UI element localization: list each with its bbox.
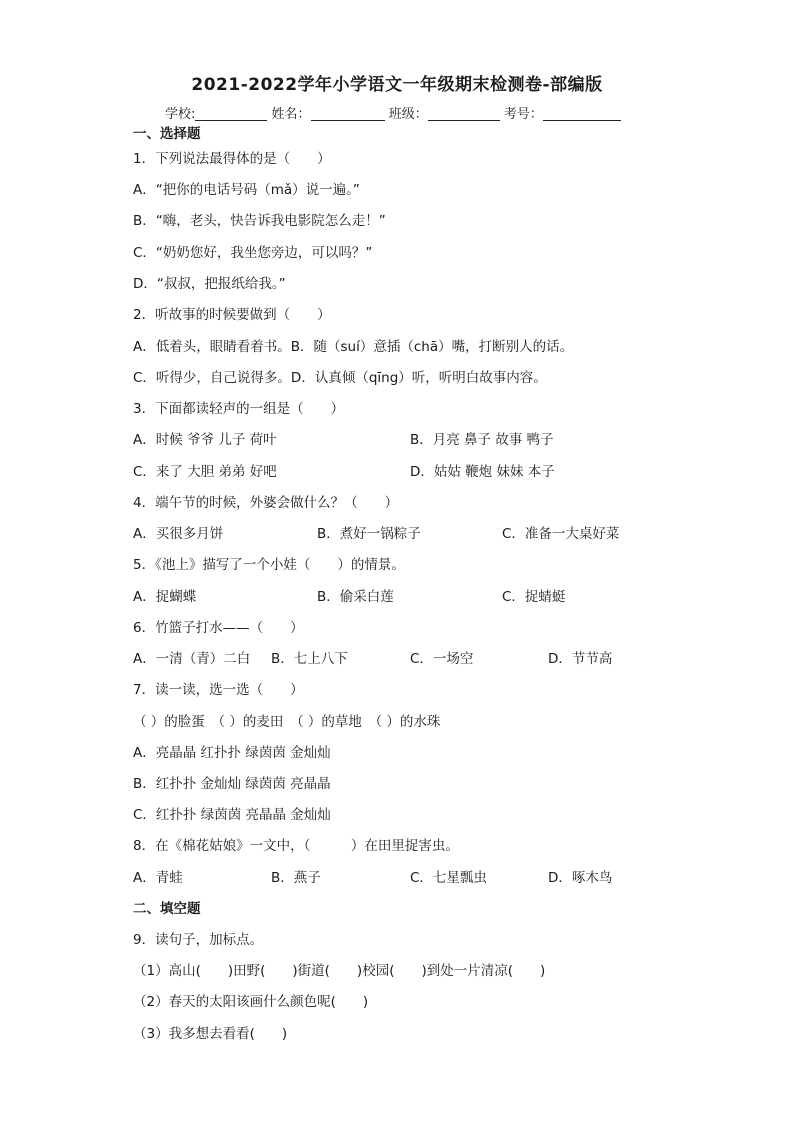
section-heading: 二、填空题: [133, 901, 201, 917]
option-cd: C．听得少，自己说得多。D．认真倾（qīng）听，听明白故事内容。: [133, 370, 547, 386]
option-a: A．买很多月饼: [133, 526, 224, 542]
question-stem: 9．读句子，加标点。: [133, 932, 264, 948]
option-b: B．七上八下: [271, 651, 348, 667]
name-field[interactable]: [311, 106, 385, 121]
option-b: B．煮好一锅粽子: [317, 526, 421, 542]
number-label: 考号：: [503, 107, 543, 122]
option-a: A．亮晶晶 红扑扑 绿茵茵 金灿灿: [133, 745, 331, 761]
question-stem: 4．端午节的时候，外婆会做什么？（ ）: [133, 495, 399, 511]
option-a: A．“把你的电话号码（mǎ）说一遍。”: [133, 182, 360, 198]
class-field[interactable]: [428, 106, 500, 121]
option-b: B．“嗨，老头，快告诉我电影院怎么走！”: [133, 213, 386, 229]
option-a: A．时候 爷爷 儿子 荷叶: [133, 432, 277, 448]
option-d: D．节节高: [548, 651, 613, 667]
name-label: 姓名：: [271, 107, 311, 122]
school-field[interactable]: [195, 106, 267, 121]
question-stem: 6．竹篮子打水——（ ）: [133, 620, 304, 636]
option-b: B．偷采白莲: [317, 589, 394, 605]
option-d: D．“叔叔，把报纸给我。”: [133, 276, 286, 292]
question-blanks: （ ）的脸蛋 （ ）的麦田 （ ）的草地 （ ）的水珠: [133, 714, 441, 730]
school-label: 学校:: [165, 107, 196, 122]
question-stem: 3．下面都读轻声的一组是（ ）: [133, 401, 345, 417]
section-heading: 一、选择题: [133, 126, 201, 142]
option-d: D．姑姑 鞭炮 妹妹 本子: [410, 464, 555, 480]
option-b: B．燕子: [271, 870, 321, 886]
sentence-item: （1）高山( )田野( )街道( )校园( )到处一片清凉( ): [133, 963, 546, 979]
question-stem: 2．听故事的时候要做到（ ）: [133, 307, 331, 323]
option-d: D．啄木鸟: [548, 870, 613, 886]
option-c: C．“奶奶您好，我坐您旁边，可以吗？”: [133, 245, 373, 261]
question-stem: 1．下列说法最得体的是（ ）: [133, 151, 331, 167]
option-a: A．一清（青）二白: [133, 651, 251, 667]
option-c: C．捉蜻蜓: [502, 589, 566, 605]
option-c: C．七星瓢虫: [410, 870, 487, 886]
option-a: A．捉蝴蝶: [133, 589, 197, 605]
question-stem: 8．在《棉花姑娘》一文中，（ ）在田里捉害虫。: [133, 838, 459, 854]
option-c: C．来了 大胆 弟弟 好吧: [133, 464, 277, 480]
number-field[interactable]: [543, 106, 621, 121]
option-c: C．一场空: [410, 651, 474, 667]
option-ab: A．低着头，眼睛看着书。B．随（suí）意插（chā）嘴，打断别人的话。: [133, 339, 574, 355]
option-a: A．青蛙: [133, 870, 183, 886]
page-title: 2021-2022学年小学语文一年级期末检测卷-部编版: [191, 75, 603, 95]
option-c: C．准备一大桌好菜: [502, 526, 620, 542]
option-c: C．红扑扑 绿茵茵 亮晶晶 金灿灿: [133, 807, 331, 823]
option-b: B．月亮 鼻子 故事 鸭子: [410, 432, 554, 448]
question-stem: 7．读一读，选一选（ ）: [133, 682, 304, 698]
sentence-item: （2）春天的太阳该画什么颜色呢( ): [133, 994, 369, 1010]
question-stem: 5．《池上》描写了一个小娃（ ）的情景。: [133, 557, 405, 573]
student-info-line: [165, 103, 621, 122]
sentence-item: （3）我多想去看看( ): [133, 1026, 288, 1042]
class-label: 班级：: [388, 107, 428, 122]
option-b: B．红扑扑 金灿灿 绿茵茵 亮晶晶: [133, 776, 331, 792]
